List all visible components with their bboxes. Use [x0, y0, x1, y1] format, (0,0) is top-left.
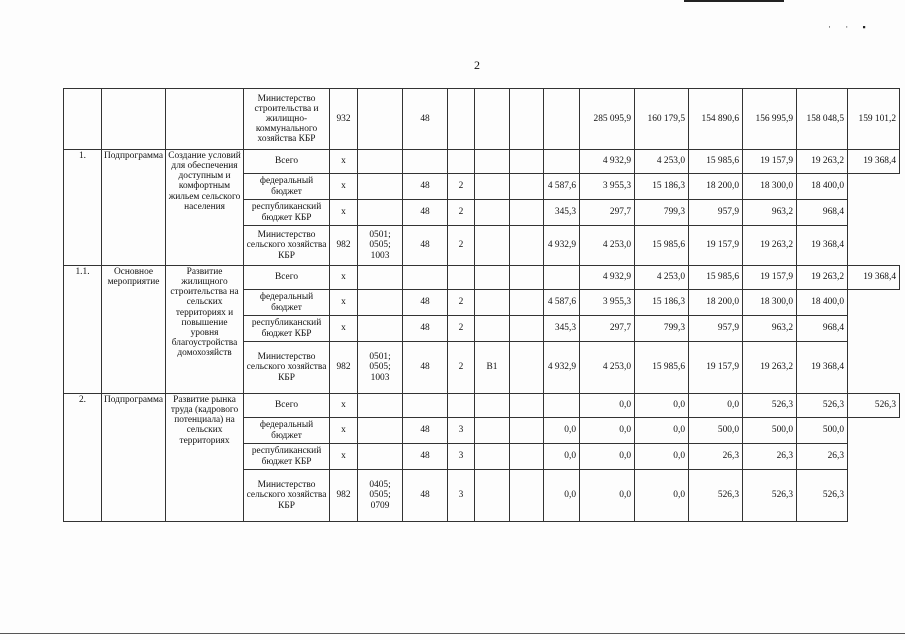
table-cell: 0,0 — [544, 444, 580, 470]
table-cell — [448, 394, 475, 418]
table-cell: 19 368,4 — [797, 342, 848, 394]
table-cell: х — [330, 200, 358, 226]
table-cell — [358, 266, 403, 290]
table-cell: 982 — [330, 470, 358, 522]
table-cell: 15 985,6 — [635, 342, 689, 394]
table-cell: Развитие рынка труда (кадрового потенциала) на сельских территориях — [166, 394, 244, 522]
table-cell — [64, 89, 102, 150]
table-cell: 526,3 — [797, 394, 848, 418]
table-cell: 48 — [403, 226, 448, 266]
table-cell: х — [330, 174, 358, 200]
table-cell — [510, 266, 544, 290]
table-cell — [475, 290, 510, 316]
table-cell — [166, 89, 244, 150]
table-cell: Министерство сельского хозяйства КБР — [244, 342, 330, 394]
table-cell: 48 — [403, 418, 448, 444]
table-cell: Основное мероприятие — [102, 266, 166, 394]
table-cell: 19 263,2 — [797, 150, 848, 174]
table-cell: 18 200,0 — [689, 174, 743, 200]
table-cell — [475, 200, 510, 226]
table-cell: х — [330, 444, 358, 470]
table-cell: 4 587,6 — [544, 290, 580, 316]
table-cell: федеральный бюджет — [244, 418, 330, 444]
table-cell: 18 300,0 — [743, 174, 797, 200]
table-cell: 526,3 — [689, 470, 743, 522]
table-cell — [358, 316, 403, 342]
table-cell: 2 — [448, 316, 475, 342]
table-cell: 0,0 — [635, 470, 689, 522]
table-cell: 18 400,0 — [797, 174, 848, 200]
table-cell — [510, 290, 544, 316]
table-cell: 48 — [403, 174, 448, 200]
table-cell: Министерство сельского хозяйства КБР — [244, 470, 330, 522]
table-cell: 19 263,2 — [743, 226, 797, 266]
table-cell: 345,3 — [544, 316, 580, 342]
table-cell: х — [330, 150, 358, 174]
table-cell: 19 263,2 — [797, 266, 848, 290]
table-cell: 18 400,0 — [797, 290, 848, 316]
table-cell — [358, 290, 403, 316]
table-cell: 526,3 — [797, 470, 848, 522]
table-cell: 500,0 — [689, 418, 743, 444]
table-cell: 0,0 — [580, 470, 635, 522]
table-cell — [544, 394, 580, 418]
table-cell — [510, 150, 544, 174]
table-cell — [358, 200, 403, 226]
table-cell: 1.1. — [64, 266, 102, 394]
table-cell — [510, 174, 544, 200]
table-cell — [510, 200, 544, 226]
table-cell: 3 — [448, 470, 475, 522]
table-cell — [475, 226, 510, 266]
table-cell — [358, 174, 403, 200]
table-cell: 48 — [403, 444, 448, 470]
table-cell: 4 932,9 — [580, 150, 635, 174]
table-cell: 15 985,6 — [689, 266, 743, 290]
budget-table — [63, 88, 900, 522]
table-cell: 160 179,5 — [635, 89, 689, 150]
table-cell — [475, 418, 510, 444]
table-cell: 957,9 — [689, 200, 743, 226]
table-cell — [475, 89, 510, 150]
table-cell: Всего — [244, 150, 330, 174]
table-cell: Создание условий для обеспечения доступным и комфортным жильем сельского населения — [166, 150, 244, 266]
table-cell: 4 253,0 — [580, 226, 635, 266]
table-cell: х — [330, 418, 358, 444]
table-cell: 500,0 — [797, 418, 848, 444]
table-cell: Подпрограмма — [102, 150, 166, 266]
table-cell: 526,3 — [743, 394, 797, 418]
table-cell: 159 101,2 — [848, 89, 900, 150]
table-cell: республиканский бюджет КБР — [244, 444, 330, 470]
table-cell: 0,0 — [580, 444, 635, 470]
table-cell: 932 — [330, 89, 358, 150]
table-cell: 297,7 — [580, 316, 635, 342]
table-cell: х — [330, 290, 358, 316]
table-cell: 15 186,3 — [635, 290, 689, 316]
table-cell: х — [330, 394, 358, 418]
table-cell: Всего — [244, 394, 330, 418]
table-cell: 19 157,9 — [689, 342, 743, 394]
table-cell — [358, 444, 403, 470]
table-cell: 19 263,2 — [743, 342, 797, 394]
table-cell: 26,3 — [689, 444, 743, 470]
table-cell: 19 157,9 — [743, 150, 797, 174]
table-cell — [448, 266, 475, 290]
table-cell — [510, 418, 544, 444]
table-cell: 2 — [448, 200, 475, 226]
table-cell — [358, 89, 403, 150]
table-cell: 0,0 — [635, 394, 689, 418]
page-number: 2 — [474, 58, 480, 72]
table-cell: республиканский бюджет КБР — [244, 200, 330, 226]
table-cell: 4 253,0 — [635, 150, 689, 174]
table-cell: 2 — [448, 342, 475, 394]
table-cell — [544, 266, 580, 290]
table-cell: 15 186,3 — [635, 174, 689, 200]
table-cell: 48 — [403, 470, 448, 522]
table-row — [64, 394, 900, 418]
table-cell — [475, 174, 510, 200]
table-cell: 4 932,9 — [544, 226, 580, 266]
table-cell — [475, 444, 510, 470]
table-cell: 3 — [448, 444, 475, 470]
table-cell — [475, 394, 510, 418]
table-cell: 2. — [64, 394, 102, 522]
table-cell: 26,3 — [743, 444, 797, 470]
table-cell: 982 — [330, 226, 358, 266]
table-cell: 500,0 — [743, 418, 797, 444]
table-cell: 48 — [403, 290, 448, 316]
table-cell: 3 955,3 — [580, 174, 635, 200]
table-cell — [510, 444, 544, 470]
table-cell: 0,0 — [580, 418, 635, 444]
table-cell: 297,7 — [580, 200, 635, 226]
table-cell: 968,4 — [797, 316, 848, 342]
table-cell: федеральный бюджет — [244, 174, 330, 200]
table-cell: 2 — [448, 290, 475, 316]
table-cell: 0,0 — [580, 394, 635, 418]
table-cell: 799,3 — [635, 200, 689, 226]
table-cell: 48 — [403, 89, 448, 150]
table-cell: Подпрограмма — [102, 394, 166, 522]
table-cell — [475, 150, 510, 174]
table-cell: 799,3 — [635, 316, 689, 342]
table-cell: Всего — [244, 266, 330, 290]
table-cell: 19 157,9 — [743, 266, 797, 290]
table-cell: 18 200,0 — [689, 290, 743, 316]
table-cell — [358, 418, 403, 444]
table-cell — [510, 89, 544, 150]
table-cell: 19 368,4 — [848, 150, 900, 174]
table-cell — [475, 470, 510, 522]
table-cell: Развитие жилищного строительства на сельских территориях и повышение уровня благоустройства домохозяйств — [166, 266, 244, 394]
table-cell — [544, 89, 580, 150]
scan-specks: · · ▪ — [828, 22, 872, 32]
table-cell: 154 890,6 — [689, 89, 743, 150]
table-cell: 0501; 0505; 1003 — [358, 342, 403, 394]
table-cell: 158 048,5 — [797, 89, 848, 150]
table-cell — [475, 316, 510, 342]
table-row — [64, 89, 900, 150]
table-cell: республиканский бюджет КБР — [244, 316, 330, 342]
table-cell: 18 300,0 — [743, 290, 797, 316]
table-cell: 4 932,9 — [544, 342, 580, 394]
table-cell: 0405; 0505; 0709 — [358, 470, 403, 522]
table-cell: 0501; 0505; 1003 — [358, 226, 403, 266]
table-cell: 957,9 — [689, 316, 743, 342]
table-cell: 526,3 — [848, 394, 900, 418]
table-cell — [403, 150, 448, 174]
table-row — [64, 266, 900, 290]
table-cell: 4 932,9 — [580, 266, 635, 290]
table-cell: 48 — [403, 342, 448, 394]
table-cell: федеральный бюджет — [244, 290, 330, 316]
table-cell — [510, 394, 544, 418]
table-cell — [358, 394, 403, 418]
table-cell — [448, 89, 475, 150]
table-cell: 19 368,4 — [848, 266, 900, 290]
table-cell — [358, 150, 403, 174]
table-cell: 982 — [330, 342, 358, 394]
table-cell — [403, 394, 448, 418]
table-cell: 0,0 — [544, 470, 580, 522]
table-cell: 19 157,9 — [689, 226, 743, 266]
table-cell: 968,4 — [797, 200, 848, 226]
table-cell: 4 253,0 — [635, 266, 689, 290]
table-cell: 345,3 — [544, 200, 580, 226]
table-cell: 15 985,6 — [689, 150, 743, 174]
table-cell: 4 587,6 — [544, 174, 580, 200]
table-cell: 4 253,0 — [580, 342, 635, 394]
table-cell: 3 955,3 — [580, 290, 635, 316]
table-cell: х — [330, 266, 358, 290]
table-cell: 963,2 — [743, 200, 797, 226]
table-cell — [102, 89, 166, 150]
table-cell: Министерство строительства и жилищно-коммунального хозяйства КБР — [244, 89, 330, 150]
table-cell — [510, 226, 544, 266]
table-cell: 963,2 — [743, 316, 797, 342]
table-cell: 156 995,9 — [743, 89, 797, 150]
table-cell: х — [330, 316, 358, 342]
table-cell: 26,3 — [797, 444, 848, 470]
table-row — [64, 150, 900, 174]
table-cell: 48 — [403, 200, 448, 226]
table-cell: 0,0 — [635, 444, 689, 470]
table-cell: 1. — [64, 150, 102, 266]
scan-mark — [684, 0, 784, 2]
table-cell: В1 — [475, 342, 510, 394]
table-cell — [448, 150, 475, 174]
table-cell — [510, 470, 544, 522]
table-cell — [475, 266, 510, 290]
table-cell: 3 — [448, 418, 475, 444]
table-cell — [403, 266, 448, 290]
table-cell: 0,0 — [635, 418, 689, 444]
table-cell: 15 985,6 — [635, 226, 689, 266]
table-cell: 19 368,4 — [797, 226, 848, 266]
table-cell: 0,0 — [689, 394, 743, 418]
table-cell: 48 — [403, 316, 448, 342]
table-cell: 526,3 — [743, 470, 797, 522]
table-cell: Министерство сельского хозяйства КБР — [244, 226, 330, 266]
table-cell: 2 — [448, 174, 475, 200]
table-cell: 2 — [448, 226, 475, 266]
table-cell — [544, 150, 580, 174]
table-cell: 0,0 — [544, 418, 580, 444]
page-bottom-line — [0, 633, 905, 634]
table-cell — [510, 342, 544, 394]
table-cell: 285 095,9 — [580, 89, 635, 150]
table-cell — [510, 316, 544, 342]
